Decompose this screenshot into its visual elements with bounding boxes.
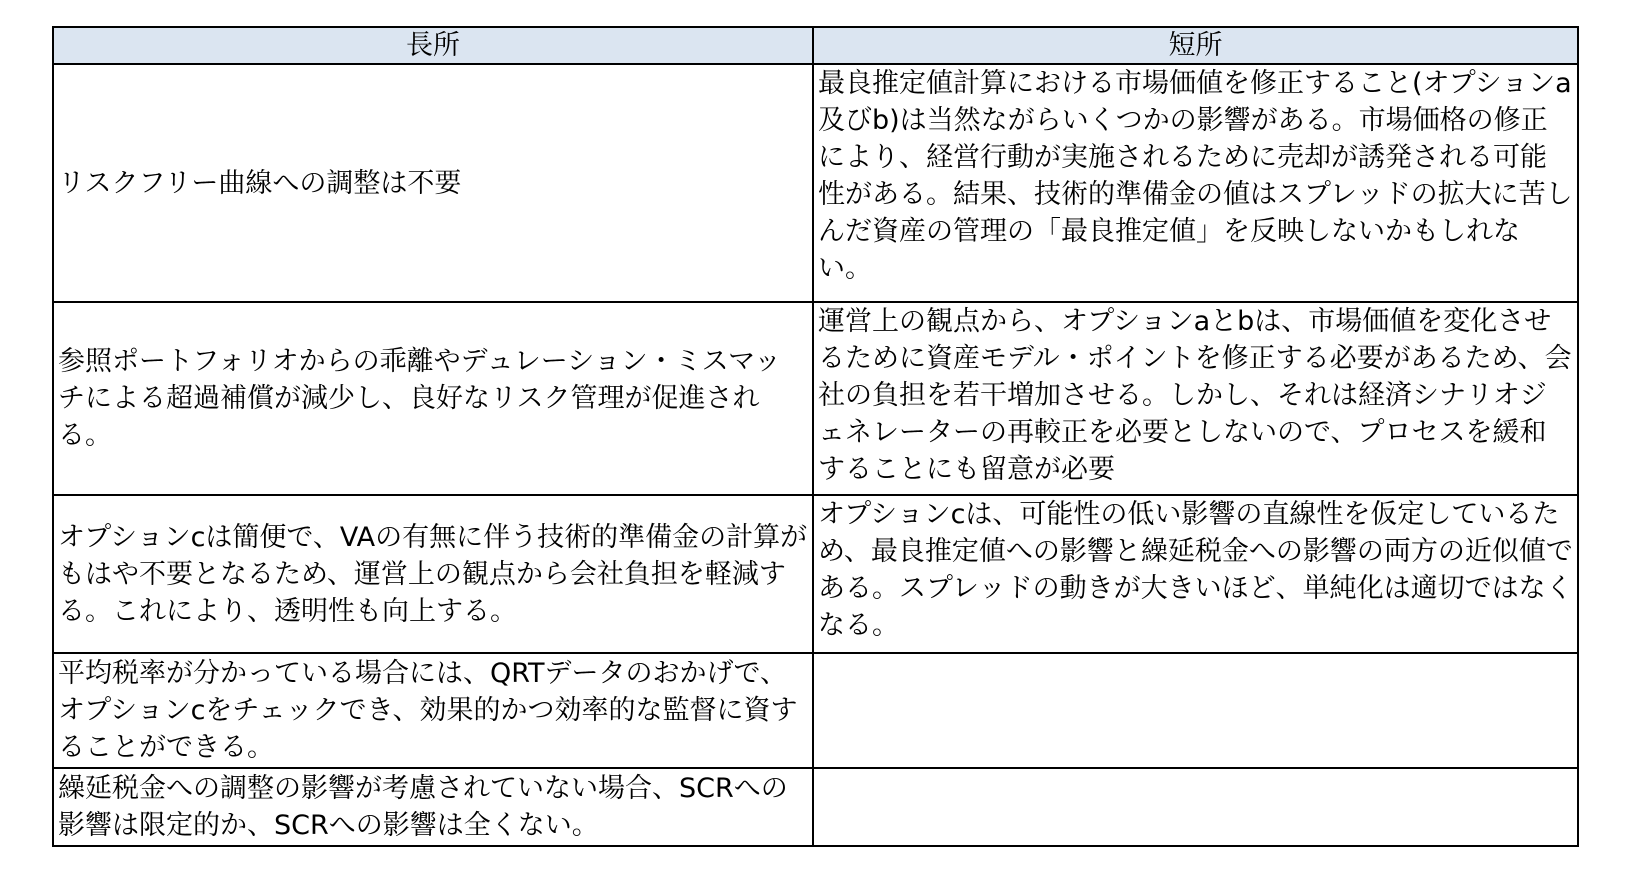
table-row [53, 653, 1578, 768]
table-row [53, 302, 1578, 495]
header-pros: 長所 [53, 27, 813, 64]
cons-text: 運営上の観点から、オプションaとbは、市場価値を変化させるために資産モデル・ポイントを修正する必要があるため、会社の負担を若干増加させる。しかし、それは経済シナリオジェネレーターの再較正を必要としないので、プロセスを緩和することにも留意が必要 [818, 306, 1572, 485]
table-row [53, 768, 1578, 846]
pros-text: リスクフリー曲線への調整は不要 [58, 167, 462, 199]
cons-cell [813, 653, 1578, 768]
pros-text: オプションcは簡便で、VAの有無に伴う技術的準備金の計算がもはや不要となるため、運営上の観点から会社負担を軽減する。これにより、透明性も向上する。 [58, 521, 808, 627]
pros-cell [53, 653, 813, 768]
pros-text: 繰延税金への調整の影響が考慮されていない場合、SCRへの影響は限定的か、SCRへの影響は全くない。 [58, 773, 788, 841]
pros-cell [53, 495, 813, 653]
header-cons: 短所 [813, 27, 1578, 64]
cons-cell [813, 768, 1578, 846]
cons-cell [813, 302, 1578, 495]
cons-text: 最良推定値計算における市場価値を修正すること(オプションa及びb)は当然ながらいくつかの影響がある。市場価格の修正により、経営行動が実施されるために売却が誘発される可能性がある。結果、技術的準備金の値はスプレッドの拡大に苦しんだ資産の管理の「最良推定値」を反映しないかもしれない。 [818, 68, 1573, 284]
pros-cons-table [52, 26, 1579, 847]
pros-text: 平均税率が分かっている場合には、QRTデータのおかげで、オプションcをチェックでき、効果的かつ効率的な監督に資することができる。 [58, 658, 798, 763]
cons-text: オプションcは、可能性の低い影響の直線性を仮定しているため、最良推定値への影響と繰延税金への影響の両方の近似値である。スプレッドの動きが大きいほど、単純化は適切ではなくなる。 [818, 499, 1573, 641]
table-row [53, 495, 1578, 653]
header-row [53, 27, 1578, 64]
cons-cell [813, 64, 1578, 302]
cons-cell [813, 495, 1578, 653]
pros-cell [53, 302, 813, 495]
pros-cell [53, 64, 813, 302]
pros-text: 参照ポートフォリオからの乖離やデュレーション・ミスマッチによる超過補償が減少し、良好なリスク管理が促進される。 [58, 346, 782, 451]
pros-cell [53, 768, 813, 846]
table-row [53, 64, 1578, 302]
